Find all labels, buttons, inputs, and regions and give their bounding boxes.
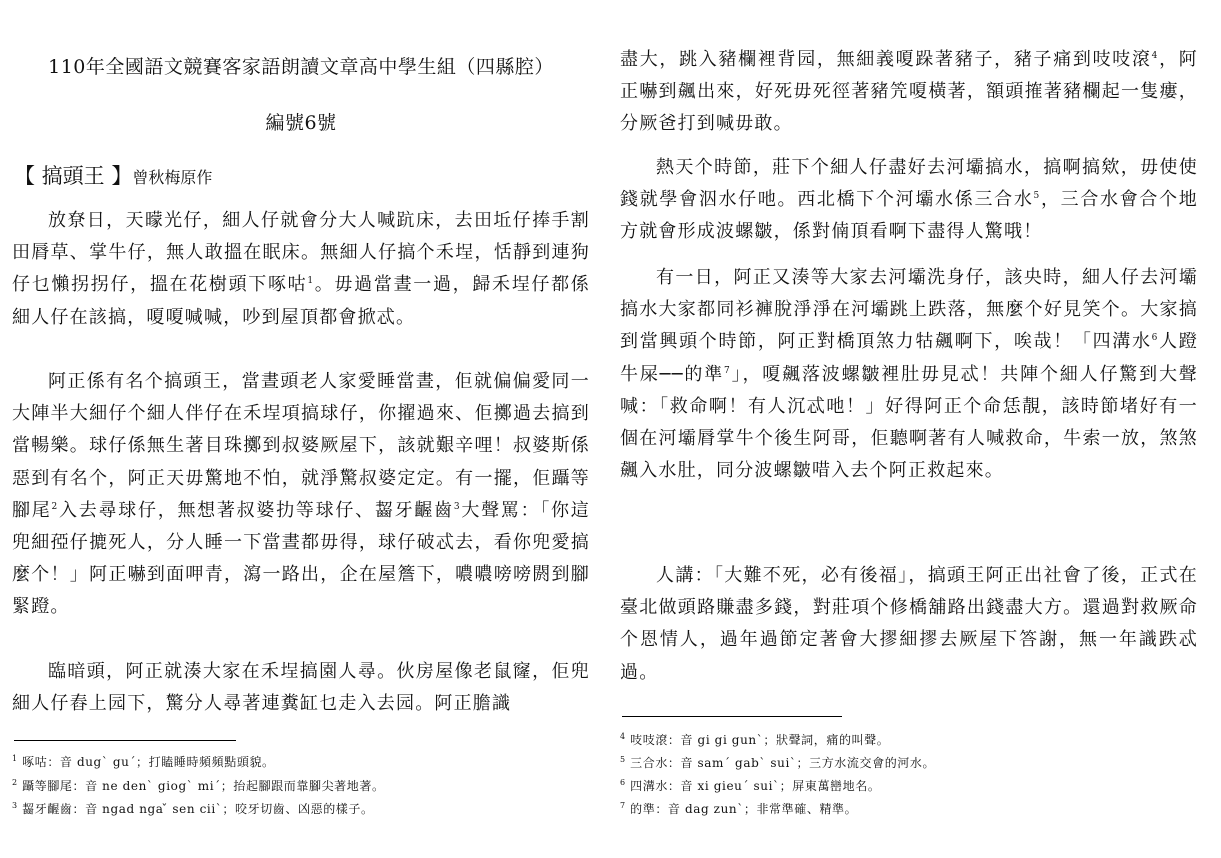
footnote-5: $^5$ 三合水：音 sam´ gab` sui`；三方水流交會的河水。 xyxy=(620,755,936,770)
paragraph-4: 熱天个時節，莊下个細人仔盡好去河壩搞水，搞啊搞欸，毋使使錢就學會泅水仔吔。西北橋下个河壩水係三合水$^5$，三合水會合个地方就會形成波螺皺，係對㑲頂看啊下盡得人驚哦！ xyxy=(620,157,1198,243)
footnote-ref: 5 xyxy=(1033,191,1041,202)
paragraph-3: 臨暗頭，阿正就湊大家在禾埕搞園人尋。伙房屋像老鼠窿，佢兜細人仔舂上园下，驚分人尋著連糞缸乜走入去园。阿正膽識 xyxy=(12,661,590,715)
footnote-4: $^4$ 吱吱滾：音 gi gi gun`；狀聲詞，痛的叫聲。 xyxy=(620,732,890,747)
work-heading xyxy=(14,160,212,190)
paragraph-5: 有一日，阿正又湊等大家去河壩洗身仔，該央時，細人仔去河壩搞水大家都同衫褲脫淨淨在河壩跳上跌落，無麼个好見笑个。大家搞到當興頭个時節，阿正對橋頂煞力牯飆啊下，唉哉！「四溝水$^6$人蹬牛屎──的準$^7$」，嗄飆落波螺皺裡肚毋見忒！共陣个細人仔驚到大聲喊：「救命啊！有人沉忒吔！」好得阿正个命恁靚，該時節堵好有一個在河壩脣掌牛个後生阿哥，佢聽啊著有人喊救命，牛索一放，煞煞飆入水肚，同分波螺皺唶入去个阿正救起來。 xyxy=(620,267,1198,482)
paragraph-6: 人講：「大難不死，必有後福」，搞頭王阿正出社會了後，正式在臺北做頭路賺盡多錢，對莊項个修橋舖路出錢盡大方。還過對救厥命个恩情人，過年過節定著會大摎細摎去厥屋下答謝，無一年識跌忒過。 xyxy=(620,565,1198,683)
footnote-2: $^2$ 躡等腳尾：音 ne den` giog` mi´；抬起腳跟而靠腳尖著地著。 xyxy=(12,778,385,793)
work-author: 曾秋梅原作 xyxy=(132,168,213,187)
footnote-3: $^3$ 齧牙齷齒：音 ngad nga ̌ sen cii`；咬牙切齒、凶惡的樣子。 xyxy=(12,801,374,816)
footnote-1: $^1$ 啄咕：音 dug` gu´；打瞌睡時頻頻點頭貌。 xyxy=(12,754,275,769)
footnote-ref: 4 xyxy=(1151,51,1159,61)
footnote-7: $^7$ 的準：音 dag zun`；非常準確、精準。 xyxy=(620,801,858,816)
footnote-ref: 3 xyxy=(453,501,461,512)
footnote-ref: 6 xyxy=(1151,333,1159,344)
document-number: 編號6號 xyxy=(265,112,337,134)
document-title: 110年全國語文競賽客家語朗讀文章高中學生組（四縣腔） xyxy=(48,56,554,78)
paragraph-2: 阿正係有名个搞頭王，當晝頭老人家愛睡當晝，佢就偏偏愛同一大陣半大細仔个細人伴仔在禾埕項搞球仔，你擢過來、佢擲過去搞到當暢樂。球仔係無生著目珠擲到叔婆厥屋下，該就艱辛哩！叔婆斯係惡到有名个，阿正天毋驚地不怕，就淨驚叔婆定定。有一擺，佢躡等腳尾$^2$入去尋球仔，無想著叔婆扐等球仔、齧牙齷齒$^3$大聲罵：「你這兜細孲仔摝死人，分人睡一下當晝都毋得，球仔破忒去，看你兜愛搞麼个！」阿正嚇到面呷青，瀉一路出，企在屋簷下，噥噥嗙嗙閼到腳緊蹬。 xyxy=(12,371,591,618)
paragraph-3-continued: 盡大，跳入豬欄裡背园，無細義嗄跺著豬子，豬子痛到吱吱滾$^4$，阿正嚇到飆出來，好死毋死徑著豬笐嗄橫著，額頭搉著豬欄起一隻瘻，分厥爸打到喊毋敢。 xyxy=(620,49,1198,135)
footnote-divider xyxy=(14,740,236,741)
footnote-6: $^6$ 四溝水：音 xi gieu´ sui`；屏東萬巒地名。 xyxy=(620,778,881,793)
footnote-ref: 7 xyxy=(724,365,731,376)
footnote-divider xyxy=(622,716,842,717)
footnote-ref: 1 xyxy=(307,276,315,287)
footnote-ref: 2 xyxy=(51,501,59,512)
paragraph-1: 放尞日，天曚光仔，細人仔就會分大人喊䟘床，去田坵仔捧手割田脣草、掌牛仔，無人敢搵在眠床。無細人仔搞个禾埕，恬靜到連狗仔乜懶拐拐仔，搵在花樹頭下啄咕$^1$。毋過當晝一過，歸禾埕仔都係細人仔在該搞，嗄嗄喊喊，吵到屋頂都會掀忒。 xyxy=(12,210,590,328)
work-title: 【 搞頭王 】 xyxy=(14,164,133,188)
